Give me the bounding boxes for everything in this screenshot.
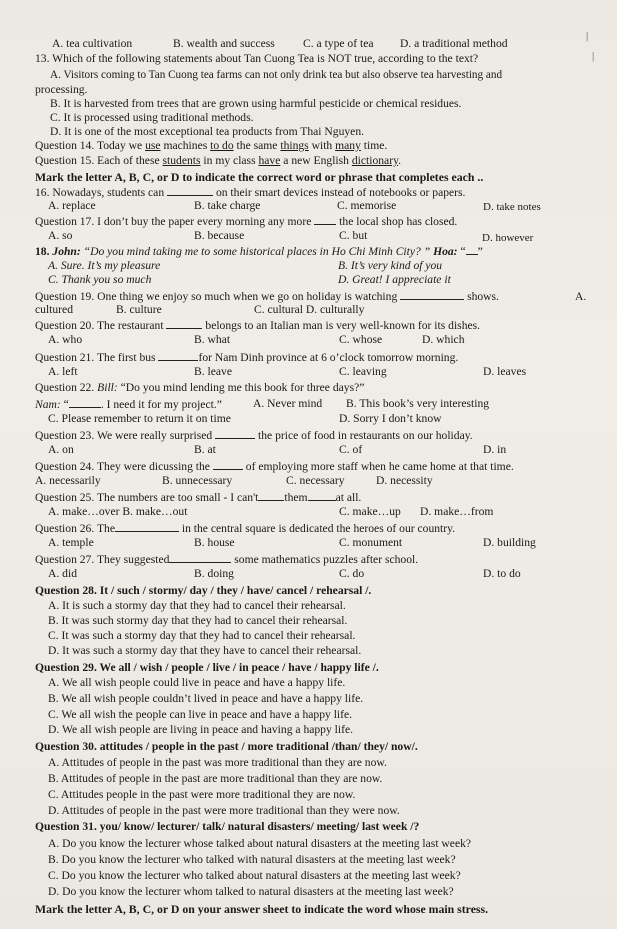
question-30: Question 30. attitudes / people in the past / more traditional /than/ they/ now/. [35, 740, 418, 753]
q19-option-b: B. culture [116, 303, 162, 316]
q22-option-c: C. Please remember to return it on time [48, 412, 231, 425]
question-22: Question 22. Bill: “Do you mind lending me this book for three days?” [35, 381, 365, 394]
q28-option-d: D. It was such a stormy day that they have to cancel their rehearsal. [48, 644, 362, 657]
q29-option-a: A. We all wish people could live in peace and have a happy life. [48, 676, 346, 689]
q20-option-c: C. whose [339, 333, 383, 346]
question-21: Question 21. The first bus for Nam Dinh province at 6 o’clock tomorrow morning. [35, 351, 459, 364]
q31-option-a: A. Do you know the lecturer whose talked about natural disasters at the meeting last week? [48, 837, 472, 850]
option-a: A. tea cultivation [52, 37, 133, 50]
q25-option-c: C. make…up [339, 505, 401, 518]
q17-option-c: C. but [339, 229, 368, 242]
option-d: D. a traditional method [400, 37, 508, 50]
q18-option-a: A. Sure. It’s my pleasure [48, 259, 161, 272]
q31-option-d: D. Do you know the lecturer whom talked to natural disasters at the meeting last week? [48, 885, 454, 898]
stray-option-label: A. [575, 290, 587, 303]
answer-blank [166, 318, 202, 329]
q16-option-b: B. take charge [194, 199, 261, 212]
question-15: Question 15. Each of these students in my class have a new English dictionary. [35, 154, 402, 167]
q24-option-c: C. necessary [286, 474, 345, 487]
question-24: Question 24. They were dicussing the of employing more staff when he came home at that time. [35, 460, 514, 473]
answer-blank [215, 428, 255, 439]
question-27: Question 27. They suggested some mathematics puzzles after school. [35, 553, 419, 566]
answer-blank [69, 397, 101, 408]
question-26: Question 26. The in the central square is dedicated the heroes of our country. [35, 522, 456, 535]
margin-mark: | [586, 30, 589, 42]
q20-option-a: A. who [48, 333, 83, 346]
question-31: Question 31. you/ know/ lecturer/ talk/ natural disasters/ meeting/ last week /? [35, 820, 420, 833]
question-23: Question 23. We were really surprised the price of food in restaurants on our holiday. [35, 429, 473, 442]
q18-option-b: B. It’s very kind of you [338, 259, 443, 272]
q30-option-c: C. Attitudes people in the past were more traditional they are now. [48, 788, 356, 801]
margin-mark: | [592, 50, 595, 62]
question-19: Question 19. One thing we enjoy so much when we go on holiday is watching shows. [35, 290, 499, 303]
q27-option-d: D. to do [483, 567, 521, 580]
q18-option-c: C. Thank you so much [48, 273, 152, 286]
q23-option-c: C. of [339, 443, 363, 456]
question-14: Question 14. Today we use machines to do the same things with many time. [35, 139, 388, 152]
section-instruction: Mark the letter A, B, C, or D to indicate the correct word or phrase that completes each .. [35, 170, 484, 184]
q17-option-b: B. because [194, 229, 245, 242]
q30-option-b: B. Attitudes of people in the past are more traditional than they are now. [48, 772, 383, 785]
q24-option-b: B. unnecessary [162, 474, 233, 487]
q19-option-a: cultured [35, 303, 73, 316]
option-b: B. wealth and success [173, 37, 275, 50]
answer-blank [167, 185, 213, 196]
q22-option-d: D. Sorry I don’t know [339, 412, 442, 425]
q26-option-b: B. house [194, 536, 235, 549]
q28-option-b: B. It was such stormy day that they had to cancel their rehearsal. [48, 614, 348, 627]
q16-option-a: A. replace [48, 199, 96, 212]
q16-option-c: C. memorise [337, 199, 397, 212]
q29-option-b: B. We all wish people couldn’t lived in peace and have a happy life. [48, 692, 364, 705]
q31-option-c: C. Do you know the lecturer who talked about natural disasters at the meeting last week? [48, 869, 461, 882]
question-25: Question 25. The numbers are too small - I can't them at all. [35, 491, 362, 504]
answer-blank [213, 459, 243, 470]
section-instruction-stress: Mark the letter A, B, C, or D on your answer sheet to indicate the word whose main stress. [35, 902, 489, 916]
answer-blank [466, 244, 478, 255]
q13-option-a-line1: A. Visitors coming to Tan Cuong tea farms can not only drink tea but also observe tea harvesting and [50, 69, 503, 81]
q26-option-c: C. monument [339, 536, 403, 549]
q22-option-b: B. This book’s very interesting [346, 397, 490, 410]
question-16: 16. Nowadays, students can on their smart devices instead of notebooks or papers. [35, 186, 466, 199]
q21-option-c: C. leaving [339, 365, 387, 378]
q24-option-d: D. necessity [376, 474, 433, 487]
q31-option-b: B. Do you know the lecturer who talked with natural disasters at the meeting last week? [48, 853, 456, 866]
q13-option-b: B. It is harvested from trees that are grown using harmful pesticide or chemical residues. [50, 97, 462, 110]
q20-option-b: B. what [194, 333, 231, 346]
q23-option-a: A. on [48, 443, 74, 456]
q13-option-d: D. It is one of the most exceptional tea products from Thai Nguyen. [50, 125, 365, 138]
q19-option-cd: C. cultural D. culturally [254, 303, 365, 316]
q27-option-c: C. do [339, 567, 365, 580]
answer-blank [115, 521, 179, 532]
option-c: C. a type of tea [303, 37, 374, 50]
answer-blank [169, 552, 231, 563]
q17-option-d: D. however [482, 232, 534, 244]
q27-option-b: B. doing [194, 567, 234, 580]
answer-blank [158, 350, 198, 361]
q29-option-d: D. We all wish people are living in peace and having a happy life. [48, 723, 354, 736]
q26-option-d: D. building [483, 536, 536, 549]
q20-option-d: D. which [422, 333, 465, 346]
question-29: Question 29. We all / wish / people / live / in peace / have / happy life /. [35, 661, 379, 674]
question-20: Question 20. The restaurant belongs to an Italian man is very well-known for its dishes. [35, 319, 481, 332]
question-17: Question 17. I don’t buy the paper every morning any more the local shop has closed. [35, 215, 458, 228]
q23-option-d: D. in [483, 443, 507, 456]
q13-option-c: C. It is processed using traditional methods. [50, 111, 254, 124]
answer-blank [258, 490, 284, 501]
q13-option-a-line2: processing. [35, 83, 88, 96]
q28-option-a: A. It is such a stormy day that they had to cancel their rehearsal. [48, 599, 346, 612]
q25-option-d: D. make…from [420, 505, 494, 518]
q30-option-a: A. Attitudes of people in the past was more traditional than they are now. [48, 756, 387, 769]
q29-option-c: C. We all wish the people can live in peace and have a happy life. [48, 708, 353, 721]
question-13: 13. Which of the following statements about Tan Cuong Tea is NOT true, according to the text? [35, 52, 479, 65]
q22-response-line: Nam: “ . I need it for my project.” [35, 398, 222, 411]
q27-option-a: A. did [48, 567, 77, 580]
q16-option-d: D. take notes [483, 201, 541, 213]
q25-option-ab: A. make…over B. make…out [48, 505, 188, 518]
q28-option-c: C. It was such a stormy day that they had to cancel their rehearsal. [48, 629, 356, 642]
question-28: Question 28. It / such / stormy/ day / they / have/ cancel / rehearsal /. [35, 584, 372, 597]
q18-option-d: D. Great! I appreciate it [338, 273, 451, 286]
question-18: 18. John: “Do you mind taking me to some historical places in Ho Chi Minh City? ” Hoa: “ ” [35, 245, 483, 258]
answer-blank [314, 214, 336, 225]
answer-blank [400, 289, 464, 300]
q24-option-a: A. necessarily [35, 474, 101, 487]
q21-option-b: B. leave [194, 365, 232, 378]
q26-option-a: A. temple [48, 536, 94, 549]
q30-option-d: D. Attitudes of people in the past were more traditional than they were now. [48, 804, 400, 817]
q21-option-a: A. left [48, 365, 78, 378]
q23-option-b: B. at [194, 443, 216, 456]
q22-option-a: A. Never mind [253, 397, 323, 410]
answer-blank [308, 490, 336, 501]
q17-option-a: A. so [48, 229, 73, 242]
q21-option-d: D. leaves [483, 365, 527, 378]
